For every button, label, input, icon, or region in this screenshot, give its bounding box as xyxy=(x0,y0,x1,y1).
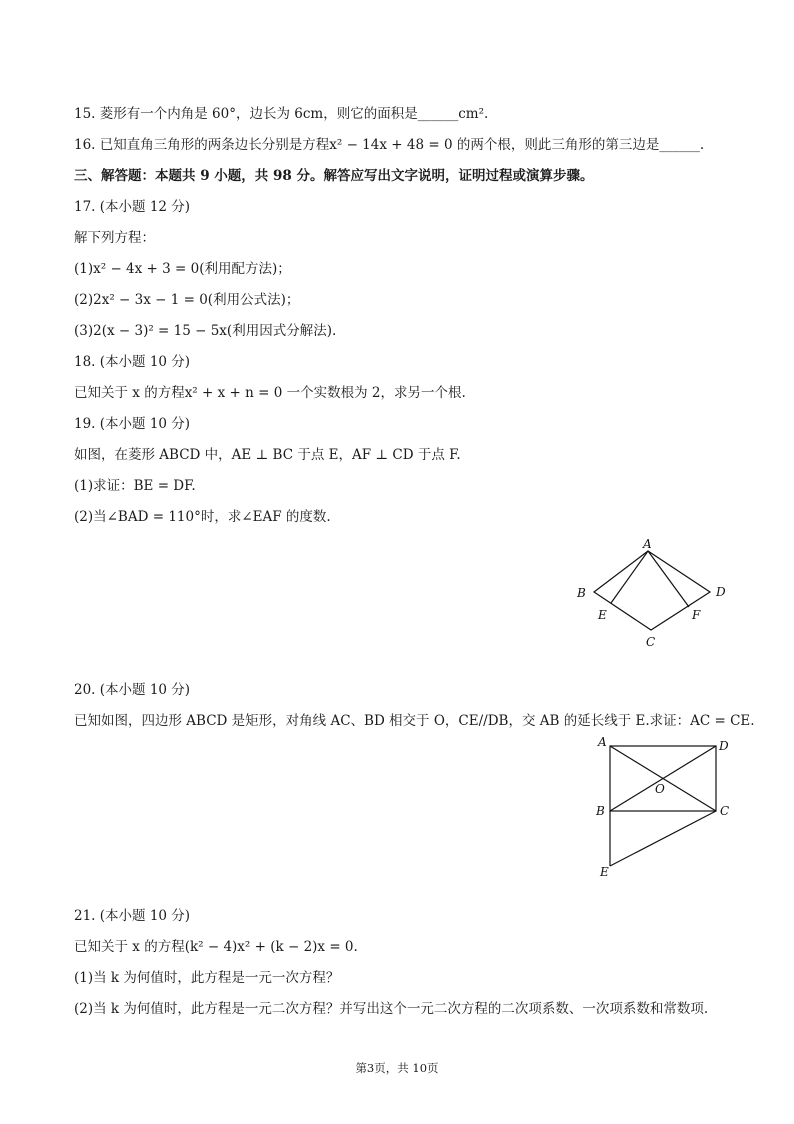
label-a: A xyxy=(643,537,652,551)
segment-ae xyxy=(611,551,648,603)
rectangle-figure xyxy=(590,733,740,883)
label-e: E xyxy=(600,865,609,879)
q21-part-2: (2)当 k 为何值时，此方程是一元二次方程？并写出这个一元二次方程的二次项系数、一次项系数和常数项. xyxy=(74,1001,709,1017)
question-15: 15. 菱形有一个内角是 60°，边长为 6cm，则它的面积是______cm². xyxy=(74,106,489,122)
q17-part-1: (1)x² − 4x + 3 = 0(利用配方法)； xyxy=(74,261,291,277)
q17-intro: 解下列方程： xyxy=(74,230,155,246)
question-16: 16. 已知直角三角形的两条边长分别是方程x² − 14x + 48 = 0 的两个根，则此三角形的第三边是______. xyxy=(74,137,705,153)
label-o: O xyxy=(655,782,665,796)
label-d: D xyxy=(719,739,729,753)
q19-body: 如图，在菱形 ABCD 中，AE ⊥ BC 于点 E，AF ⊥ CD 于点 F. xyxy=(74,447,461,463)
segment-af xyxy=(648,551,689,607)
q20-body: 已知如图，四边形 ABCD 是矩形，对角线 AC、BD 相交于 O，CE//DB，交 AB 的延长线于 E.求证：AC = CE. xyxy=(74,713,755,729)
label-a: A xyxy=(598,735,607,749)
section-3-heading: 三、解答题：本题共 9 小题，共 98 分。解答应写出文字说明，证明过程或演算步骤。 xyxy=(74,168,594,184)
q21-heading: 21. (本小题 10 分) xyxy=(74,908,191,924)
q19-part-2: (2)当∠BAD = 110°时，求∠EAF 的度数. xyxy=(74,509,331,525)
rhombus-figure xyxy=(570,532,735,652)
q17-part-2: (2)2x² − 3x − 1 = 0(利用公式法)； xyxy=(74,292,300,308)
label-c: C xyxy=(720,804,730,818)
q19-part-1: (1)求证：BE = DF. xyxy=(74,478,196,494)
q21-body: 已知关于 x 的方程(k² − 4)x² + (k − 2)x = 0. xyxy=(74,939,358,955)
q17-heading: 17. (本小题 12 分) xyxy=(74,199,191,215)
q20-heading: 20. (本小题 10 分) xyxy=(74,682,191,698)
segment-ce xyxy=(610,811,716,866)
label-b: B xyxy=(596,804,605,818)
q18-body: 已知关于 x 的方程x² + x + n = 0 一个实数根为 2，求另一个根. xyxy=(74,385,466,401)
q21-part-1: (1)当 k 为何值时，此方程是一元一次方程？ xyxy=(74,970,340,986)
page-footer: 第3页，共 10页 xyxy=(355,1061,439,1075)
label-b: B xyxy=(577,586,586,600)
q18-heading: 18. (本小题 10 分) xyxy=(74,354,191,370)
label-d: D xyxy=(716,585,726,599)
label-e: E xyxy=(598,608,607,622)
q19-heading: 19. (本小题 10 分) xyxy=(74,416,191,432)
label-f: F xyxy=(692,608,701,622)
q17-part-3: (3)2(x − 3)² = 15 − 5x(利用因式分解法). xyxy=(74,323,337,339)
label-c: C xyxy=(646,635,656,649)
